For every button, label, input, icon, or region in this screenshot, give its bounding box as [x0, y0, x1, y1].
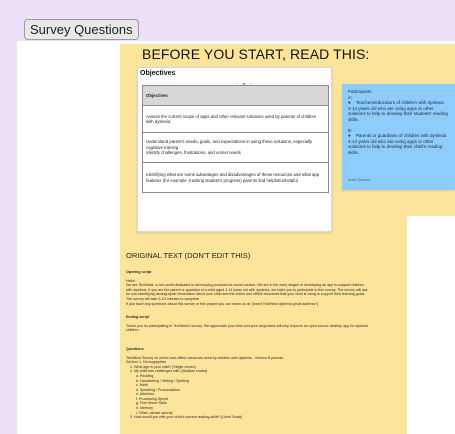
question-line: 2. My child has challenges with: [Multiple choice]	[130, 369, 208, 374]
objectives-table-header[interactable]: Objectives	[143, 86, 329, 106]
objectives-table[interactable]	[142, 85, 329, 193]
original-text-heading[interactable]: ORIGINAL TEXT (DON'T EDIT THIS)	[126, 251, 251, 260]
question-option: f. Processing Speed	[136, 396, 169, 401]
question-option: g. Fine Motor Skills	[136, 401, 167, 406]
participants-bullet-b-text: Parents or guardians of children with dyslexia 4-14 years old who are using apps or other solutions to help to develop their child's reading skills.	[348, 133, 447, 155]
question-line: TechNest Survey on online and offline resources used by children with dyslexia - Version B parents	[126, 355, 284, 360]
participants-bullet-a-text: Teachers/educators of children with dyslexia 4-14 years old who are using apps or other solutions to help to develop their students' reading skills.	[348, 100, 448, 122]
objectives-table-row[interactable]	[143, 133, 329, 163]
ending-line: children.	[126, 328, 140, 333]
question-line: Section 1: Demographics	[126, 360, 167, 365]
question-option: e. Attention	[136, 392, 154, 397]
participants-title: Participants	[348, 89, 372, 94]
sticky-author: Anita Eriksen	[348, 178, 371, 183]
question-option: b. Handwriting / Writing / Spelling	[136, 378, 189, 383]
white-sticky-area[interactable]	[407, 216, 455, 434]
section-heading[interactable]: BEFORE YOU START, READ THIS:	[142, 46, 370, 62]
frame-title[interactable]: Survey Questions	[24, 19, 139, 40]
question-option: h. Memory	[136, 406, 153, 411]
participants-label-b: B:	[348, 127, 353, 133]
objectives-card[interactable]	[137, 67, 332, 232]
participants-bullet-b: ● Parents or guardians of children with dyslexia 4-14 years old who are using apps or other solutions to help to develop their child's reading skills.	[348, 133, 447, 155]
objectives-table-row[interactable]: Identifying what are some advantages and disadvantages of these resources and what app features (for example, tracking student's progress) parents find helpful/unhelpful	[143, 163, 329, 193]
question-option: a. Reading	[136, 373, 154, 378]
opening-line: with dyslexia. If you are the parent or guardian of a child aged 4-14 years old with dyslexia, we invite you to participate in this survey. The survey will ask	[126, 287, 368, 292]
ending-script-block	[126, 315, 369, 333]
participants-label-a: A:	[348, 94, 353, 100]
questions-block	[126, 347, 361, 420]
ending-line: Thank you for participating in TechNest's survey. We appreciate your time and your responses will help improve an open source desktop app for dyslexic	[126, 323, 369, 328]
participants-sticky-note[interactable]	[342, 84, 455, 190]
question-option: c. Math	[136, 383, 148, 388]
objectives-table-row[interactable]: Assess the current scope of apps and other relevant solutions used by parents of children with dyslexia	[143, 106, 329, 133]
opening-script-block	[126, 270, 368, 306]
table-toolbar-minus-icon[interactable]: −	[235, 81, 239, 86]
participants-bullet-a: ● Teachers/educators of children with dyslexia 4-14 years old who are using apps or other solutions to help to develop their students' reading skills.	[348, 100, 448, 122]
objectives-row-text: Understand parent's needs, goals, and expectations in using these solutions, especially cognitive training Identify challenges, frustrations, and unmet needs	[146, 139, 313, 156]
question-option: i. Other: please specify	[136, 410, 173, 415]
opening-line: We are TechNest, a non-profit dedicated to developing products for social causes. We are in the early stages of developing an app to support children	[126, 283, 364, 288]
table-toolbar-swap-icon[interactable]: ⇄	[242, 81, 246, 86]
opening-line: for non-identifying demographic information about your child and the online and offline resources that your child is using to support their learning goals.	[126, 292, 366, 297]
question-option: d. Speaking / Pronunciation	[136, 387, 180, 392]
opening-line: If you have any questions about this survey or this project you can reach us at: [Insert TechNest dyslexia gmail address?]	[126, 301, 319, 306]
opening-script-title: Opening script	[126, 270, 152, 274]
objectives-card-title: Objectives	[140, 70, 176, 77]
question-line: 3. How would you rate your child's current reading skills? [Likert Scale]	[130, 415, 243, 420]
original-text-body[interactable]	[126, 270, 369, 429]
question-line: 1. What age is your child? [Single choice]	[130, 364, 196, 369]
opening-line: Hello!	[126, 278, 136, 283]
opening-line: The survey will take 5-10 minutes to complete.	[126, 296, 200, 301]
table-toolbar-plus-icon[interactable]: +	[249, 81, 253, 86]
questions-title: Questions	[126, 346, 144, 351]
ending-script-title: Ending script	[126, 315, 149, 320]
